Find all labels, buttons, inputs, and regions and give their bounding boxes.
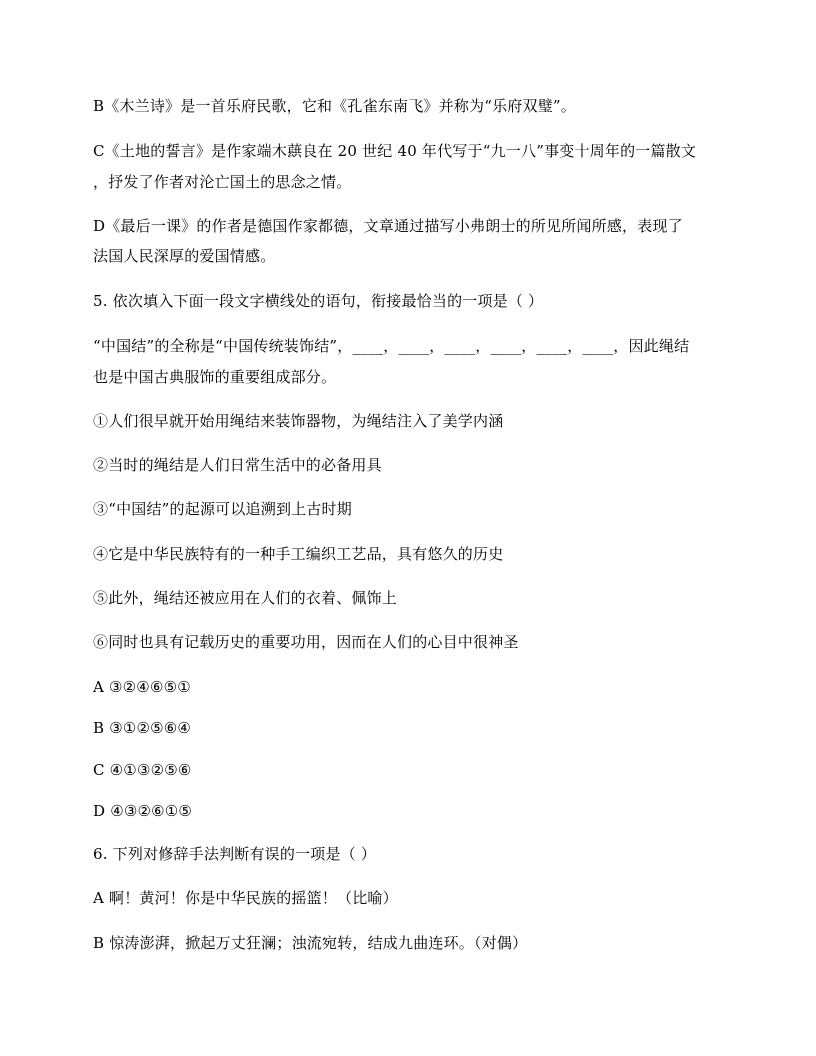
q4-option-c-line1: C《土地的誓言》是作家端木蕻良在 20 世纪 40 年代写于“九一八”事变十周年的一篇散文 <box>93 142 697 160</box>
q5-sentence-1: ①人们很早就开始用绳结来装饰器物，为绳结注入了美学内涵 <box>93 412 504 430</box>
q5-sentence-5: ⑤此外，绳结还被应用在人们的衣着、佩饰上 <box>93 589 398 607</box>
q6-question: 6. 下列对修辞手法判断有误的一项是（ ） <box>93 845 377 863</box>
q5-option-c: C ④①③②⑤⑥ <box>93 761 192 779</box>
q4-option-d-line2: 法国人民深厚的爱国情感。 <box>93 247 276 265</box>
q6-option-b: B 惊涛澎湃，掀起万丈狂澜；浊流宛转，结成九曲连环。（对偶） <box>93 934 528 952</box>
q5-option-d: D ④③②⑥①⑤ <box>93 802 193 820</box>
q5-option-b: B ③①②⑤⑥④ <box>93 719 192 737</box>
q4-option-b: B《木兰诗》是一首乐府民歌，它和《孔雀东南飞》并称为“乐府双璧”。 <box>93 97 576 115</box>
q4-option-d-line1: D《最后一课》的作者是德国作家都德，文章通过描写小弗朗士的所见所闻所感，表现了 <box>93 217 683 235</box>
q4-option-c-line2: ，抒发了作者对沦亡国土的思念之情。 <box>93 173 352 191</box>
q5-sentence-4: ④它是中华民族特有的一种手工编织工艺品，具有悠久的历史 <box>93 545 504 563</box>
q5-sentence-3: ③“中国结”的起源可以追溯到上古时期 <box>93 500 352 518</box>
q5-option-a: A ③②④⑥⑤① <box>93 678 191 696</box>
q6-option-a: A 啊！黄河！你是中华民族的摇篮！（比喻） <box>93 889 398 907</box>
q5-question: 5. 依次填入下面一段文字横线处的语句，衔接最恰当的一项是（ ） <box>93 292 544 310</box>
q5-passage-line2: 也是中国古典服饰的重要组成部分。 <box>93 368 337 386</box>
q5-sentence-6: ⑥同时也具有记载历史的重要功用，因而在人们的心目中很神圣 <box>93 633 519 651</box>
q5-sentence-2: ②当时的绳结是人们日常生活中的必备用具 <box>93 456 382 474</box>
q5-passage-line1: “中国结”的全称是“中国传统装饰结”，____，____，____，____，____，____，因此绳结 <box>93 337 690 355</box>
